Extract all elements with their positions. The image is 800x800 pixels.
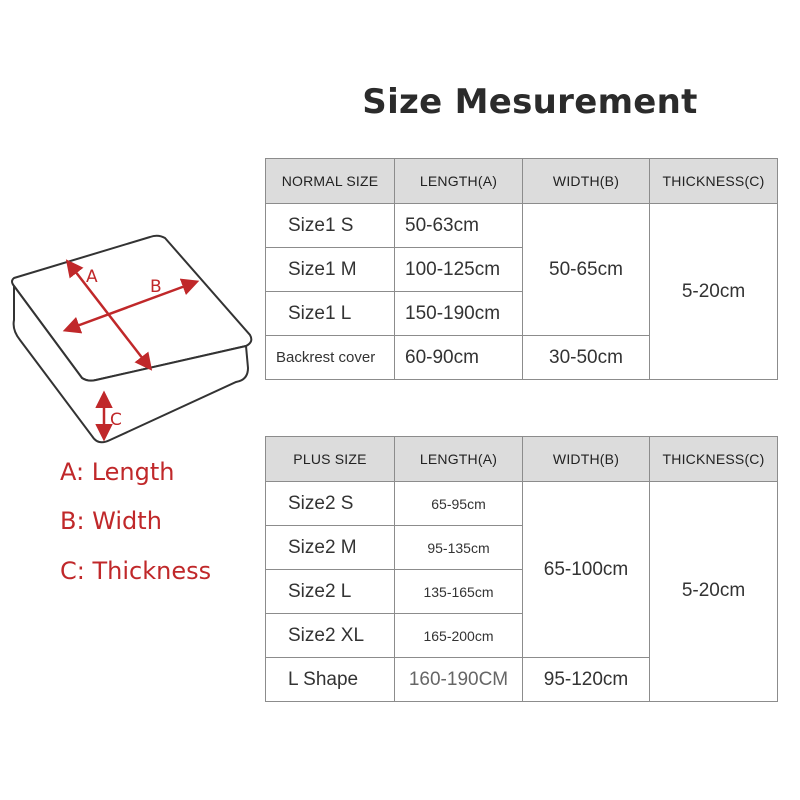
cushion-diagram (0, 220, 260, 450)
shared-width: 65-100cm (523, 482, 650, 658)
size-length: 100-125cm (395, 248, 523, 292)
header-length: LENGTH(A) (395, 159, 523, 204)
shared-thickness: 5-20cm (650, 482, 778, 702)
table-row (266, 204, 778, 248)
size-length: 160-190CM (395, 658, 523, 702)
header-normal-size: NORMAL SIZE (266, 159, 395, 204)
size-length: 95-135cm (395, 526, 523, 570)
size-name: Size1 L (266, 292, 395, 336)
size-length: 50-63cm (395, 204, 523, 248)
size-name: Size1 S (266, 204, 395, 248)
size-length: 60-90cm (395, 336, 523, 380)
shared-width: 50-65cm (523, 204, 650, 336)
size-name: Size2 XL (266, 614, 395, 658)
size-length: 135-165cm (395, 570, 523, 614)
size-name: Size2 M (266, 526, 395, 570)
label-c: C (110, 410, 122, 430)
size-length: 165-200cm (395, 614, 523, 658)
size-width: 30-50cm (523, 336, 650, 380)
legend-width: B: Width (60, 507, 162, 535)
size-name: Size2 L (266, 570, 395, 614)
header-length: LENGTH(A) (395, 437, 523, 482)
page-title: Size Mesurement (362, 82, 698, 122)
size-name: L Shape (266, 658, 395, 702)
size-name: Size2 S (266, 482, 395, 526)
header-width: WIDTH(B) (523, 437, 650, 482)
legend-thickness: C: Thickness (60, 557, 212, 585)
header-thickness: THICKNESS(C) (650, 159, 778, 204)
label-b: B (150, 277, 162, 297)
header-plus-size: PLUS SIZE (266, 437, 395, 482)
shared-thickness: 5-20cm (650, 204, 778, 380)
size-length: 150-190cm (395, 292, 523, 336)
table-row (266, 482, 778, 526)
size-name: Backrest cover (266, 336, 395, 380)
legend-length: A: Length (60, 458, 175, 486)
label-a: A (86, 267, 98, 287)
header-thickness: THICKNESS(C) (650, 437, 778, 482)
header-width: WIDTH(B) (523, 159, 650, 204)
normal-size-table (265, 158, 777, 380)
plus-size-table (265, 436, 777, 702)
size-width: 95-120cm (523, 658, 650, 702)
size-length: 65-95cm (395, 482, 523, 526)
size-name: Size1 M (266, 248, 395, 292)
